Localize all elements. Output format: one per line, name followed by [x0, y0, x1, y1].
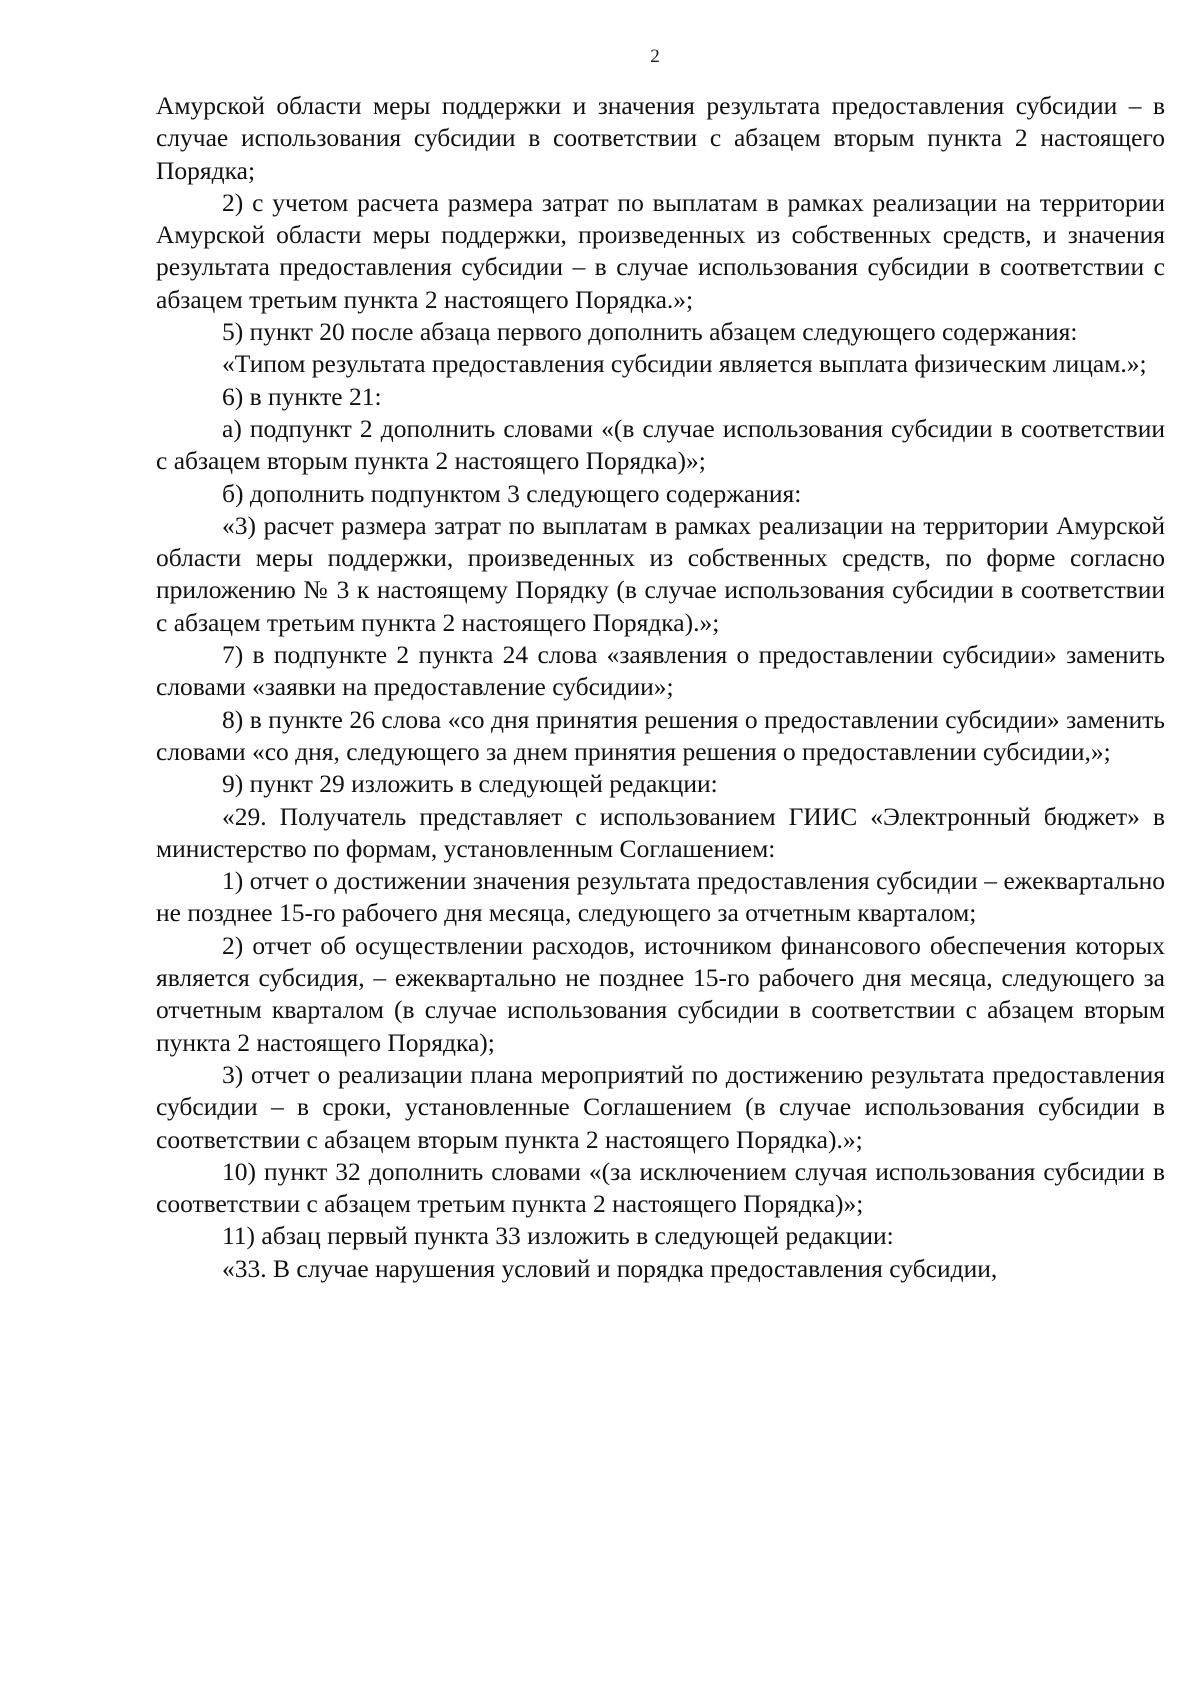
- document-body: [156, 90, 1165, 1285]
- paragraph: 3) отчет о реализации плана мероприятий по достижению результата предоставления субсидии – в сроки, установленные Соглашением (в случае использования субсидии в соответствии с абзацем вторым пункта 2 настоящего Порядка).»;: [156, 1059, 1165, 1154]
- page-number: 2: [650, 46, 660, 67]
- paragraph: «33. В случае нарушения условий и порядка предоставления субсидии,: [222, 1253, 998, 1283]
- paragraph: 6) в пункте 21:: [222, 381, 382, 411]
- paragraph: 2) с учетом расчета размера затрат по выплатам в рамках реализации на территории Амурской области меры поддержки, произведенных из собственных средств, и значения результата предоставления субсидии – в случае использования субсидии в соответствии с абзацем третьим пункта 2 настоящего Порядка.»;: [156, 187, 1165, 314]
- paragraph: 2) отчет об осуществлении расходов, источником финансового обеспечения которых является субсидия, – ежеквартально не позднее 15-го рабочего дня месяца, следующего за отчетным кварталом (в случае использования субсидии в соответствии с абзацем вторым пункта 2 настоящего Порядка);: [156, 930, 1165, 1057]
- paragraph: Амурской области меры поддержки и значения результата предоставления субсидии – в случае использования субсидии в соответствии с абзацем вторым пункта 2 настоящего Порядка;: [156, 91, 1165, 185]
- paragraph: а) подпункт 2 дополнить словами «(в случае использования субсидии в соответствии с абзацем вторым пункта 2 настоящего Порядка)»;: [156, 413, 1165, 476]
- paragraph: «3) расчет размера затрат по выплатам в рамках реализации на территории Амурской области меры поддержки, произведенных из собственных средств, по форме согласно приложению № 3 к настоящему Порядку (в случае использования субсидии в соответствии с абзацем третьим пункта 2 настоящего Порядка).»;: [156, 510, 1165, 637]
- paragraph: 9) пункт 29 изложить в следующей редакции:: [222, 769, 718, 799]
- paragraph: «29. Получатель представляет с использованием ГИИС «Электронный бюджет» в министерство по формам, установленным Соглашением:: [156, 801, 1165, 863]
- paragraph: 11) абзац первый пункта 33 изложить в следующей редакции:: [222, 1221, 894, 1251]
- paragraph: «Типом результата предоставления субсидии является выплата физическим лицам.»;: [222, 349, 1147, 379]
- paragraph: 1) отчет о достижении значения результата предоставления субсидии – ежеквартально не позднее 15-го рабочего дня месяца, следующего за отчетным кварталом;: [156, 866, 1165, 928]
- paragraph: б) дополнить подпунктом 3 следующего содержания:: [222, 478, 802, 508]
- paragraph: 5) пункт 20 после абзаца первого дополнить абзацем следующего содержания:: [222, 317, 1078, 347]
- paragraph: 7) в подпункте 2 пункта 24 слова «заявления о предоставлении субсидии» заменить словами «заявки на предоставление субсидии»;: [156, 640, 1165, 702]
- paragraph: 10) пункт 32 дополнить словами «(за исключением случая использования субсидии в соответствии с абзацем третьим пункта 2 настоящего Порядка)»;: [156, 1156, 1165, 1219]
- paragraph: 8) в пункте 26 слова «со дня принятия решения о предоставлении субсидии» заменить словами «со дня, следующего за днем принятия решения о предоставлении субсидии,»;: [156, 704, 1165, 766]
